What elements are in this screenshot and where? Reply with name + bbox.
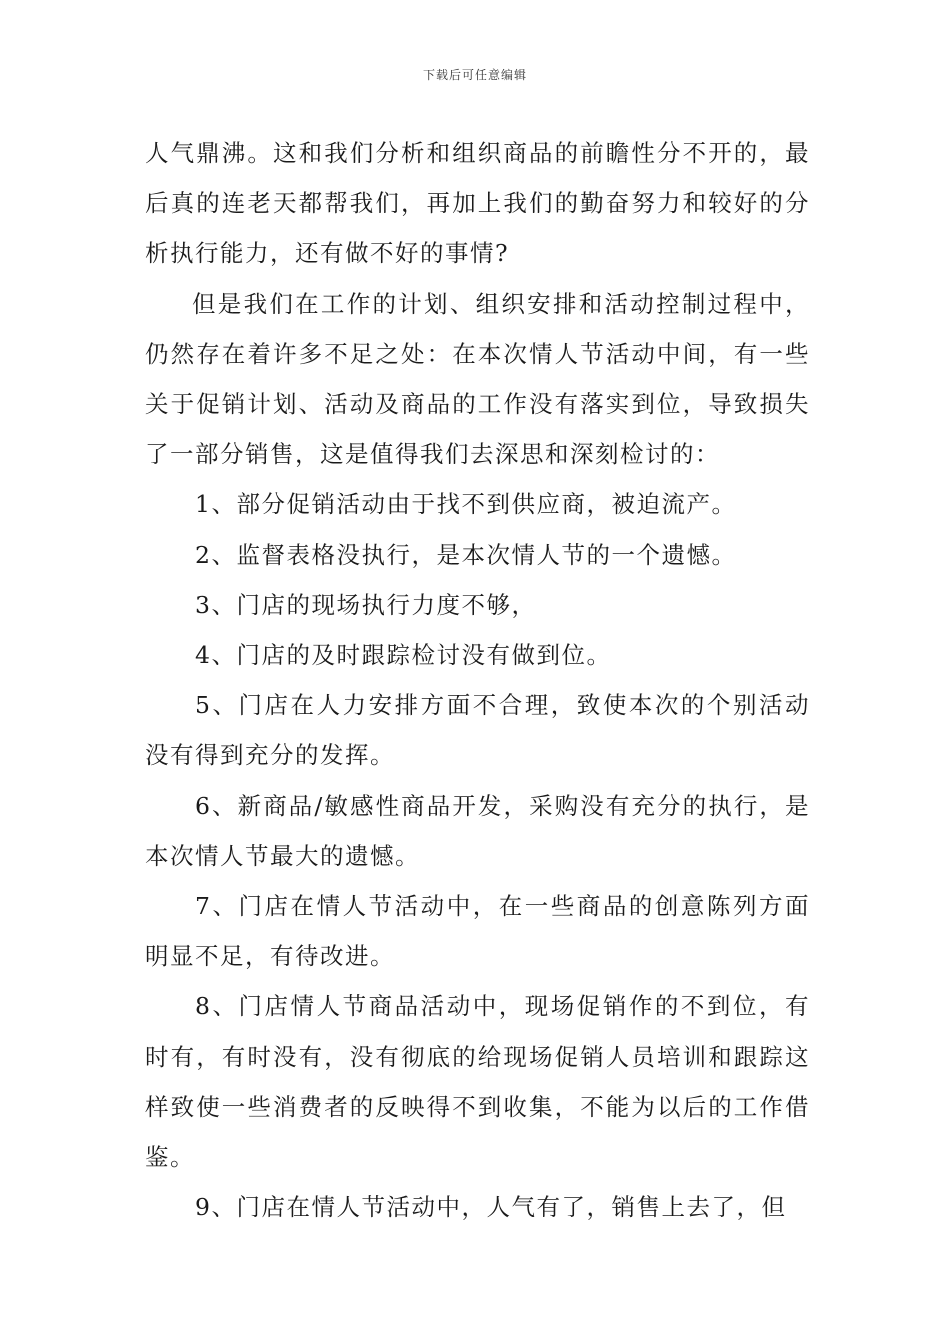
list-item-1: 1、部分促销活动由于找不到供应商，被迫流产。 (195, 490, 737, 519)
document-body (145, 128, 810, 1232)
paragraph-1: 人气鼎沸。这和我们分析和组织商品的前瞻性分不开的，最后真的连老天都帮我们，再加上我们的勤奋努力和较好的分析执行能力，还有做不好的事情? (145, 139, 810, 268)
list-item-9: 9、门店在情人节活动中，人气有了，销售上去了，但 (195, 1193, 787, 1222)
list-item-4: 4、门店的及时跟踪检讨没有做到位。 (195, 641, 612, 670)
list-item-2: 2、监督表格没执行，是本次情人节的一个遗憾。 (195, 540, 737, 569)
list-item-5: 5、门店在人力安排方面不合理，致使本次的个别活动没有得到充分的发挥。 (145, 691, 810, 770)
header-note: 下载后可任意编辑 (422, 68, 527, 82)
list-item-7: 7、门店在情人节活动中，在一些商品的创意陈列方面明显不足，有待改进。 (145, 892, 810, 971)
list-item-8: 8、门店情人节商品活动中，现场促销作的不到位，有时有，有时没有，没有彻底的给现场促销人员培训和跟踪这样致使一些消费者的反映得不到收集，不能为以后的工作借鉴。 (145, 992, 810, 1172)
list-item-6: 6、新商品/敏感性商品开发，采购没有充分的执行，是本次情人节最大的遗憾。 (145, 791, 810, 870)
paragraph-2: 但是我们在工作的计划、组织安排和活动控制过程中，仍然存在着许多不足之处：在本次情人节活动中间，有一些关于促销计划、活动及商品的工作没有落实到位，导致损失了一部分销售，这是值得我们去深思和深刻检讨的： (145, 289, 810, 469)
list-item-3: 3、门店的现场执行力度不够， (195, 590, 537, 619)
